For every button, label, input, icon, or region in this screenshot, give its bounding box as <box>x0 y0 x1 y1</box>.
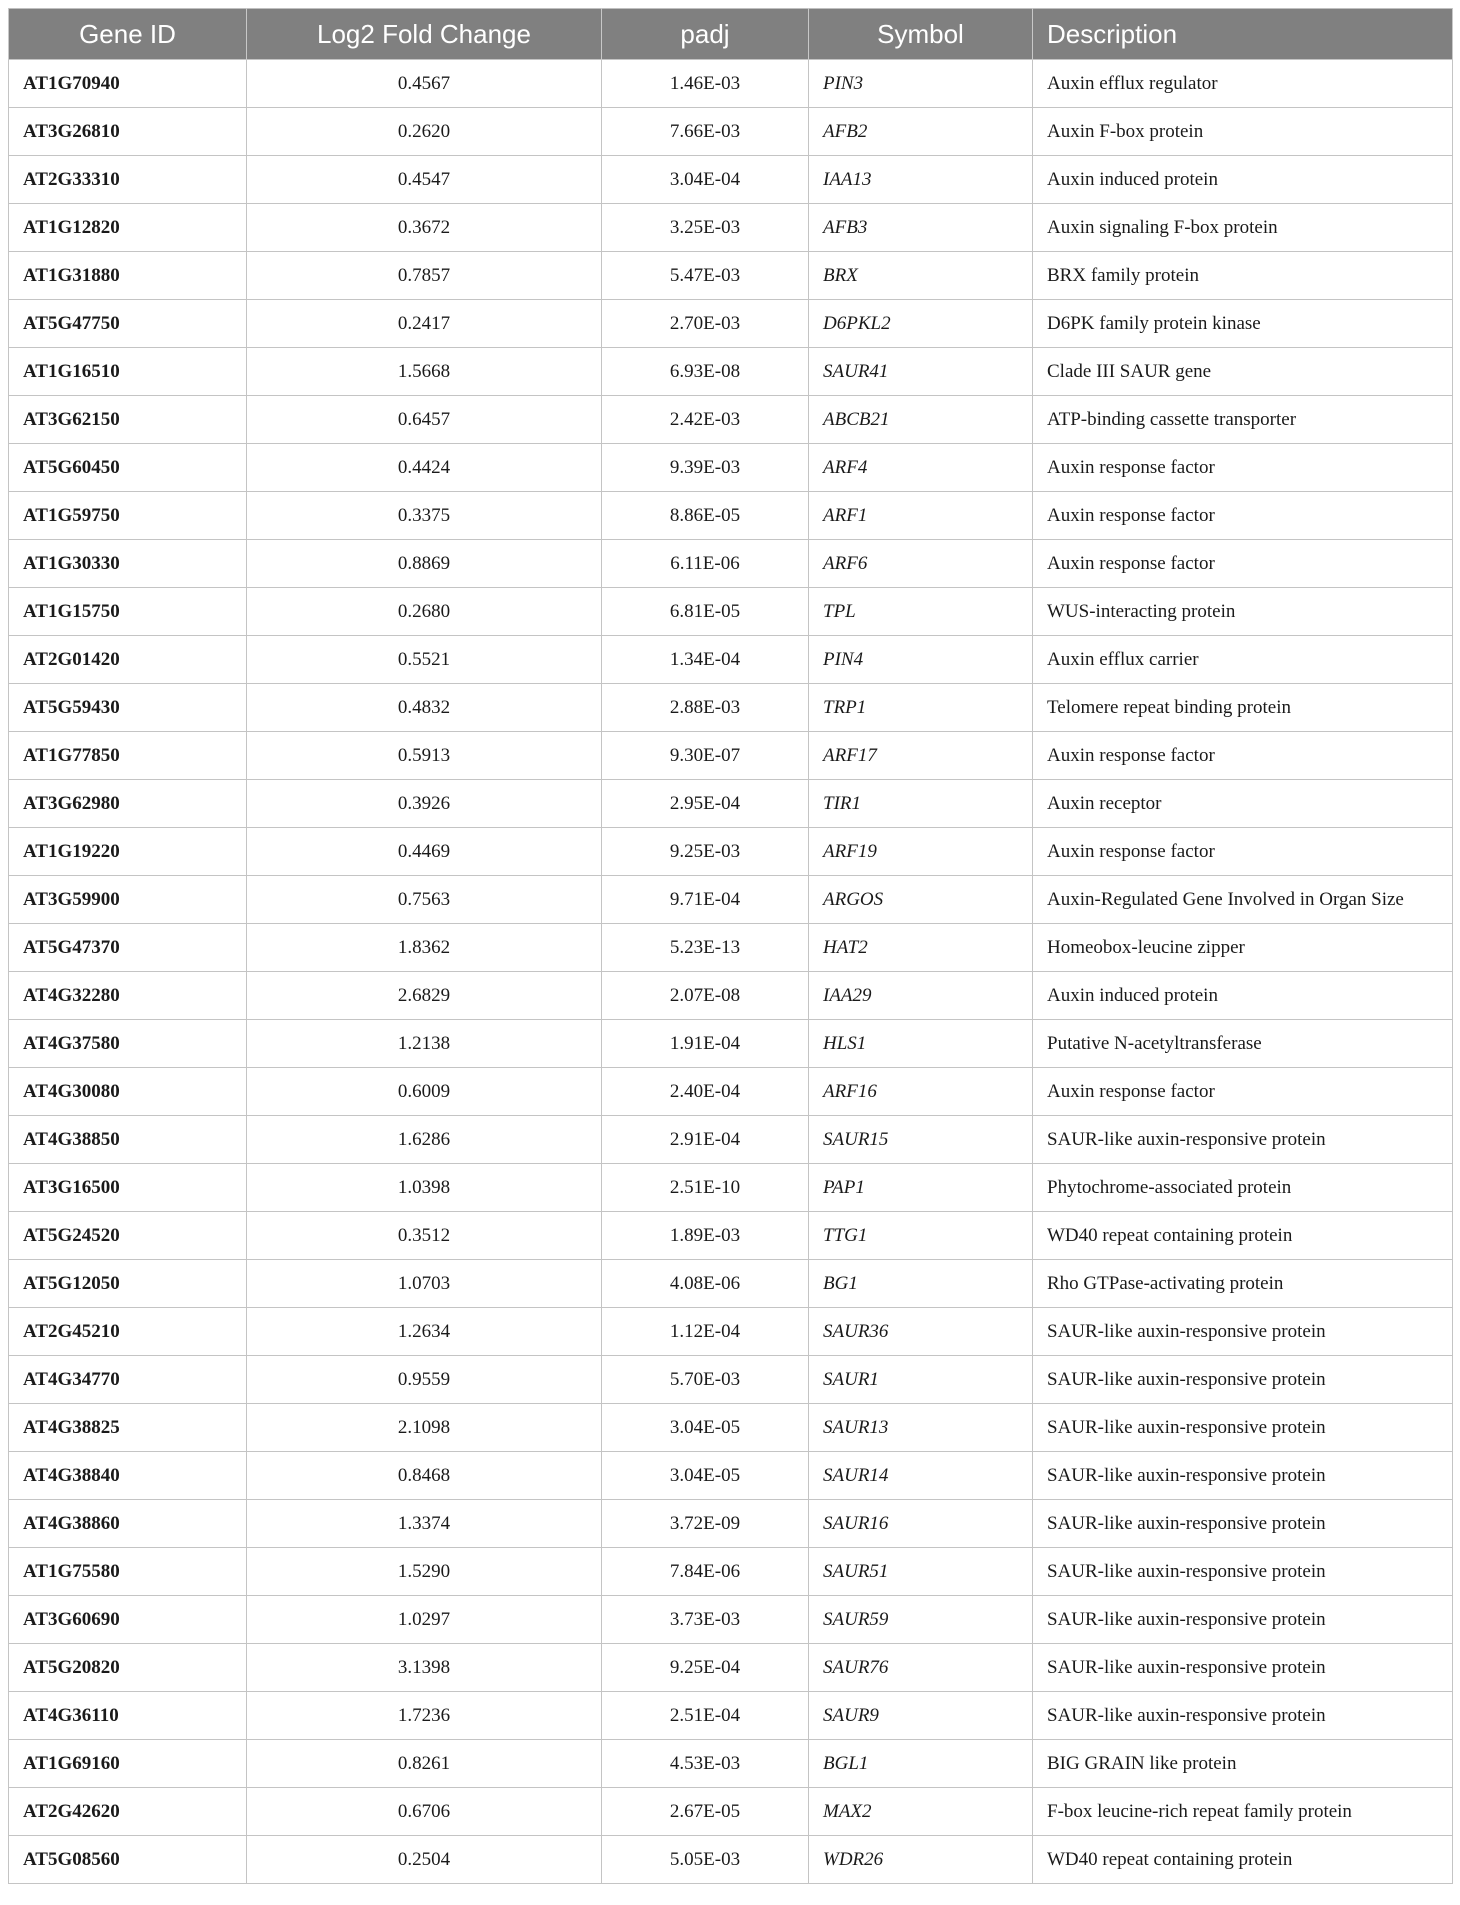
symbol-cell: IAA29 <box>809 972 1033 1020</box>
padj-cell: 3.25E-03 <box>602 204 809 252</box>
padj-cell: 1.89E-03 <box>602 1212 809 1260</box>
symbol-cell: WDR26 <box>809 1836 1033 1884</box>
log2-fold-change-cell: 2.1098 <box>247 1404 602 1452</box>
log2-fold-change-cell: 0.8468 <box>247 1452 602 1500</box>
log2-fold-change-cell: 0.4547 <box>247 156 602 204</box>
symbol-cell: HAT2 <box>809 924 1033 972</box>
symbol-cell: BGL1 <box>809 1740 1033 1788</box>
gene-id-cell: AT3G60690 <box>9 1596 247 1644</box>
table-row <box>9 924 1453 972</box>
log2-fold-change-cell: 0.2680 <box>247 588 602 636</box>
table-row <box>9 348 1453 396</box>
description-cell: Auxin receptor <box>1033 780 1453 828</box>
symbol-cell: TTG1 <box>809 1212 1033 1260</box>
description-cell: Auxin response factor <box>1033 540 1453 588</box>
log2-fold-change-cell: 0.4424 <box>247 444 602 492</box>
log2-fold-change-cell: 0.7563 <box>247 876 602 924</box>
symbol-cell: SAUR9 <box>809 1692 1033 1740</box>
table-row <box>9 492 1453 540</box>
log2-fold-change-cell: 0.6009 <box>247 1068 602 1116</box>
symbol-cell: SAUR16 <box>809 1500 1033 1548</box>
padj-cell: 1.46E-03 <box>602 60 809 108</box>
padj-cell: 9.39E-03 <box>602 444 809 492</box>
description-cell: SAUR-like auxin-responsive protein <box>1033 1452 1453 1500</box>
description-cell: Telomere repeat binding protein <box>1033 684 1453 732</box>
table-row <box>9 108 1453 156</box>
padj-cell: 2.88E-03 <box>602 684 809 732</box>
log2-fold-change-cell: 0.5913 <box>247 732 602 780</box>
description-cell: SAUR-like auxin-responsive protein <box>1033 1356 1453 1404</box>
log2-fold-change-cell: 0.7857 <box>247 252 602 300</box>
description-cell: Auxin efflux carrier <box>1033 636 1453 684</box>
gene-id-cell: AT1G16510 <box>9 348 247 396</box>
description-cell: SAUR-like auxin-responsive protein <box>1033 1116 1453 1164</box>
table-row <box>9 1068 1453 1116</box>
padj-cell: 2.91E-04 <box>602 1116 809 1164</box>
description-cell: Homeobox-leucine zipper <box>1033 924 1453 972</box>
gene-id-cell: AT5G47750 <box>9 300 247 348</box>
padj-cell: 6.81E-05 <box>602 588 809 636</box>
gene-id-cell: AT5G60450 <box>9 444 247 492</box>
log2-fold-change-cell: 3.1398 <box>247 1644 602 1692</box>
log2-fold-change-cell: 1.0297 <box>247 1596 602 1644</box>
table-body <box>9 60 1453 1884</box>
gene-id-cell: AT5G59430 <box>9 684 247 732</box>
log2-fold-change-cell: 0.2620 <box>247 108 602 156</box>
padj-cell: 5.70E-03 <box>602 1356 809 1404</box>
description-cell: Auxin F-box protein <box>1033 108 1453 156</box>
table-row <box>9 732 1453 780</box>
table-row <box>9 1788 1453 1836</box>
table-row <box>9 1164 1453 1212</box>
table-row <box>9 252 1453 300</box>
table-row <box>9 1308 1453 1356</box>
padj-cell: 3.04E-05 <box>602 1404 809 1452</box>
padj-cell: 5.05E-03 <box>602 1836 809 1884</box>
padj-cell: 9.30E-07 <box>602 732 809 780</box>
header-row <box>9 9 1453 60</box>
gene-id-cell: AT3G59900 <box>9 876 247 924</box>
description-cell: SAUR-like auxin-responsive protein <box>1033 1500 1453 1548</box>
gene-id-cell: AT4G38850 <box>9 1116 247 1164</box>
gene-expression-table <box>8 8 1453 1884</box>
gene-table-container <box>8 8 1452 1884</box>
description-cell: WUS-interacting protein <box>1033 588 1453 636</box>
padj-cell: 2.40E-04 <box>602 1068 809 1116</box>
padj-cell: 1.34E-04 <box>602 636 809 684</box>
description-cell: D6PK family protein kinase <box>1033 300 1453 348</box>
log2-fold-change-cell: 0.6706 <box>247 1788 602 1836</box>
symbol-cell: ARF1 <box>809 492 1033 540</box>
symbol-cell: SAUR15 <box>809 1116 1033 1164</box>
log2-fold-change-cell: 1.5668 <box>247 348 602 396</box>
gene-id-cell: AT5G24520 <box>9 1212 247 1260</box>
table-row <box>9 1500 1453 1548</box>
symbol-cell: SAUR13 <box>809 1404 1033 1452</box>
padj-cell: 2.51E-04 <box>602 1692 809 1740</box>
gene-id-cell: AT4G37580 <box>9 1020 247 1068</box>
symbol-cell: BRX <box>809 252 1033 300</box>
table-row <box>9 1644 1453 1692</box>
padj-cell: 5.47E-03 <box>602 252 809 300</box>
table-row <box>9 1404 1453 1452</box>
padj-cell: 6.11E-06 <box>602 540 809 588</box>
header-description: Description <box>1033 9 1453 60</box>
log2-fold-change-cell: 0.3375 <box>247 492 602 540</box>
symbol-cell: ARF16 <box>809 1068 1033 1116</box>
padj-cell: 3.73E-03 <box>602 1596 809 1644</box>
table-row <box>9 60 1453 108</box>
gene-id-cell: AT3G16500 <box>9 1164 247 1212</box>
log2-fold-change-cell: 1.5290 <box>247 1548 602 1596</box>
symbol-cell: PIN4 <box>809 636 1033 684</box>
description-cell: Auxin efflux regulator <box>1033 60 1453 108</box>
table-row <box>9 156 1453 204</box>
log2-fold-change-cell: 0.8261 <box>247 1740 602 1788</box>
description-cell: Auxin response factor <box>1033 1068 1453 1116</box>
description-cell: F-box leucine-rich repeat family protein <box>1033 1788 1453 1836</box>
padj-cell: 2.70E-03 <box>602 300 809 348</box>
padj-cell: 2.51E-10 <box>602 1164 809 1212</box>
symbol-cell: SAUR51 <box>809 1548 1033 1596</box>
gene-id-cell: AT5G47370 <box>9 924 247 972</box>
description-cell: Auxin induced protein <box>1033 156 1453 204</box>
table-row <box>9 444 1453 492</box>
symbol-cell: ARGOS <box>809 876 1033 924</box>
gene-id-cell: AT5G20820 <box>9 1644 247 1692</box>
symbol-cell: PIN3 <box>809 60 1033 108</box>
padj-cell: 2.95E-04 <box>602 780 809 828</box>
symbol-cell: SAUR41 <box>809 348 1033 396</box>
padj-cell: 3.04E-05 <box>602 1452 809 1500</box>
padj-cell: 1.12E-04 <box>602 1308 809 1356</box>
table-row <box>9 636 1453 684</box>
log2-fold-change-cell: 0.8869 <box>247 540 602 588</box>
gene-id-cell: AT1G31880 <box>9 252 247 300</box>
symbol-cell: SAUR1 <box>809 1356 1033 1404</box>
header-gene-id: Gene ID <box>9 9 247 60</box>
padj-cell: 6.93E-08 <box>602 348 809 396</box>
symbol-cell: D6PKL2 <box>809 300 1033 348</box>
table-row <box>9 588 1453 636</box>
gene-id-cell: AT1G15750 <box>9 588 247 636</box>
padj-cell: 2.67E-05 <box>602 1788 809 1836</box>
gene-id-cell: AT1G30330 <box>9 540 247 588</box>
description-cell: Auxin response factor <box>1033 492 1453 540</box>
log2-fold-change-cell: 0.6457 <box>247 396 602 444</box>
table-row <box>9 1116 1453 1164</box>
table-row <box>9 396 1453 444</box>
table-row <box>9 1356 1453 1404</box>
padj-cell: 7.66E-03 <box>602 108 809 156</box>
table-row <box>9 1260 1453 1308</box>
padj-cell: 5.23E-13 <box>602 924 809 972</box>
padj-cell: 9.25E-03 <box>602 828 809 876</box>
log2-fold-change-cell: 0.3926 <box>247 780 602 828</box>
description-cell: Auxin response factor <box>1033 732 1453 780</box>
log2-fold-change-cell: 0.2417 <box>247 300 602 348</box>
gene-id-cell: AT4G32280 <box>9 972 247 1020</box>
gene-id-cell: AT4G38840 <box>9 1452 247 1500</box>
padj-cell: 8.86E-05 <box>602 492 809 540</box>
description-cell: Phytochrome-associated protein <box>1033 1164 1453 1212</box>
header-log2-fold-change: Log2 Fold Change <box>247 9 602 60</box>
table-row <box>9 828 1453 876</box>
padj-cell: 3.04E-04 <box>602 156 809 204</box>
symbol-cell: ARF6 <box>809 540 1033 588</box>
description-cell: Putative N-acetyltransferase <box>1033 1020 1453 1068</box>
description-cell: WD40 repeat containing protein <box>1033 1212 1453 1260</box>
symbol-cell: TPL <box>809 588 1033 636</box>
symbol-cell: SAUR36 <box>809 1308 1033 1356</box>
gene-id-cell: AT1G12820 <box>9 204 247 252</box>
description-cell: Auxin-Regulated Gene Involved in Organ Size <box>1033 876 1453 924</box>
log2-fold-change-cell: 0.4469 <box>247 828 602 876</box>
symbol-cell: ABCB21 <box>809 396 1033 444</box>
log2-fold-change-cell: 1.0703 <box>247 1260 602 1308</box>
gene-id-cell: AT2G33310 <box>9 156 247 204</box>
symbol-cell: SAUR76 <box>809 1644 1033 1692</box>
table-row <box>9 1020 1453 1068</box>
header-symbol: Symbol <box>809 9 1033 60</box>
gene-id-cell: AT4G36110 <box>9 1692 247 1740</box>
table-row <box>9 540 1453 588</box>
padj-cell: 9.71E-04 <box>602 876 809 924</box>
table-row <box>9 972 1453 1020</box>
gene-id-cell: AT2G01420 <box>9 636 247 684</box>
description-cell: SAUR-like auxin-responsive protein <box>1033 1644 1453 1692</box>
description-cell: SAUR-like auxin-responsive protein <box>1033 1596 1453 1644</box>
padj-cell: 9.25E-04 <box>602 1644 809 1692</box>
log2-fold-change-cell: 0.4832 <box>247 684 602 732</box>
symbol-cell: BG1 <box>809 1260 1033 1308</box>
symbol-cell: ARF19 <box>809 828 1033 876</box>
table-row <box>9 1452 1453 1500</box>
gene-id-cell: AT1G70940 <box>9 60 247 108</box>
table-row <box>9 1548 1453 1596</box>
log2-fold-change-cell: 0.5521 <box>247 636 602 684</box>
description-cell: SAUR-like auxin-responsive protein <box>1033 1692 1453 1740</box>
log2-fold-change-cell: 1.3374 <box>247 1500 602 1548</box>
symbol-cell: MAX2 <box>809 1788 1033 1836</box>
gene-id-cell: AT4G30080 <box>9 1068 247 1116</box>
table-row <box>9 1692 1453 1740</box>
table-row <box>9 684 1453 732</box>
log2-fold-change-cell: 1.8362 <box>247 924 602 972</box>
description-cell: Auxin response factor <box>1033 444 1453 492</box>
description-cell: BRX family protein <box>1033 252 1453 300</box>
description-cell: Rho GTPase-activating protein <box>1033 1260 1453 1308</box>
log2-fold-change-cell: 1.7236 <box>247 1692 602 1740</box>
symbol-cell: AFB2 <box>809 108 1033 156</box>
gene-id-cell: AT1G59750 <box>9 492 247 540</box>
padj-cell: 4.08E-06 <box>602 1260 809 1308</box>
gene-id-cell: AT3G62150 <box>9 396 247 444</box>
log2-fold-change-cell: 2.6829 <box>247 972 602 1020</box>
description-cell: ATP-binding cassette transporter <box>1033 396 1453 444</box>
gene-id-cell: AT4G38825 <box>9 1404 247 1452</box>
gene-id-cell: AT3G62980 <box>9 780 247 828</box>
description-cell: SAUR-like auxin-responsive protein <box>1033 1404 1453 1452</box>
description-cell: BIG GRAIN like protein <box>1033 1740 1453 1788</box>
gene-id-cell: AT1G77850 <box>9 732 247 780</box>
symbol-cell: SAUR14 <box>809 1452 1033 1500</box>
gene-id-cell: AT1G75580 <box>9 1548 247 1596</box>
symbol-cell: PAP1 <box>809 1164 1033 1212</box>
log2-fold-change-cell: 1.2138 <box>247 1020 602 1068</box>
padj-cell: 3.72E-09 <box>602 1500 809 1548</box>
padj-cell: 7.84E-06 <box>602 1548 809 1596</box>
log2-fold-change-cell: 0.9559 <box>247 1356 602 1404</box>
table-row <box>9 1836 1453 1884</box>
log2-fold-change-cell: 0.2504 <box>247 1836 602 1884</box>
gene-id-cell: AT1G19220 <box>9 828 247 876</box>
description-cell: SAUR-like auxin-responsive protein <box>1033 1548 1453 1596</box>
log2-fold-change-cell: 0.4567 <box>247 60 602 108</box>
symbol-cell: SAUR59 <box>809 1596 1033 1644</box>
gene-id-cell: AT4G34770 <box>9 1356 247 1404</box>
symbol-cell: ARF4 <box>809 444 1033 492</box>
table-row <box>9 780 1453 828</box>
log2-fold-change-cell: 1.2634 <box>247 1308 602 1356</box>
table-row <box>9 876 1453 924</box>
gene-id-cell: AT2G42620 <box>9 1788 247 1836</box>
symbol-cell: AFB3 <box>809 204 1033 252</box>
padj-cell: 2.42E-03 <box>602 396 809 444</box>
description-cell: Auxin induced protein <box>1033 972 1453 1020</box>
padj-cell: 4.53E-03 <box>602 1740 809 1788</box>
gene-id-cell: AT4G38860 <box>9 1500 247 1548</box>
log2-fold-change-cell: 1.6286 <box>247 1116 602 1164</box>
log2-fold-change-cell: 1.0398 <box>247 1164 602 1212</box>
table-row <box>9 300 1453 348</box>
symbol-cell: TRP1 <box>809 684 1033 732</box>
description-cell: WD40 repeat containing protein <box>1033 1836 1453 1884</box>
log2-fold-change-cell: 0.3512 <box>247 1212 602 1260</box>
table-row <box>9 1596 1453 1644</box>
log2-fold-change-cell: 0.3672 <box>247 204 602 252</box>
description-cell: Auxin response factor <box>1033 828 1453 876</box>
symbol-cell: ARF17 <box>809 732 1033 780</box>
symbol-cell: TIR1 <box>809 780 1033 828</box>
gene-id-cell: AT3G26810 <box>9 108 247 156</box>
table-row <box>9 204 1453 252</box>
header-padj: padj <box>602 9 809 60</box>
gene-id-cell: AT5G08560 <box>9 1836 247 1884</box>
table-row <box>9 1212 1453 1260</box>
symbol-cell: HLS1 <box>809 1020 1033 1068</box>
table-row <box>9 1740 1453 1788</box>
description-cell: Auxin signaling F-box protein <box>1033 204 1453 252</box>
description-cell: Clade III SAUR gene <box>1033 348 1453 396</box>
symbol-cell: IAA13 <box>809 156 1033 204</box>
gene-id-cell: AT1G69160 <box>9 1740 247 1788</box>
description-cell: SAUR-like auxin-responsive protein <box>1033 1308 1453 1356</box>
table-header <box>9 9 1453 60</box>
padj-cell: 1.91E-04 <box>602 1020 809 1068</box>
gene-id-cell: AT5G12050 <box>9 1260 247 1308</box>
gene-id-cell: AT2G45210 <box>9 1308 247 1356</box>
padj-cell: 2.07E-08 <box>602 972 809 1020</box>
